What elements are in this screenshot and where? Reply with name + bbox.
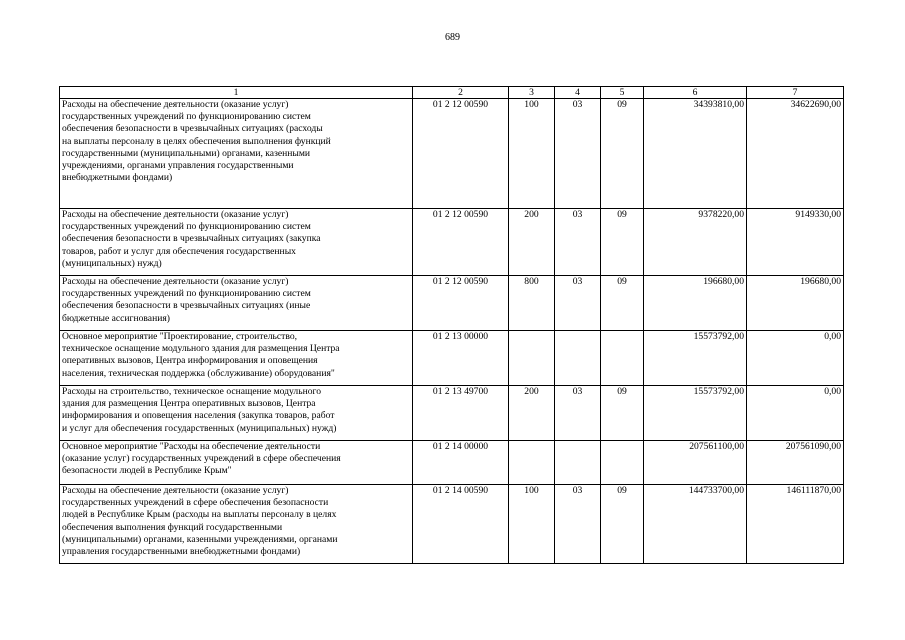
row-amount-year-1: 9378220,00 [698,209,744,220]
row-section: 03 [572,386,583,397]
row-subsection: 09 [617,386,627,397]
row-section: 03 [572,99,583,110]
column-header: 7 [747,87,844,99]
row-amount-year-1: 15573792,00 [693,331,744,342]
row-description: Основное мероприятие "Расходы на обеспечение деятельности (оказание услуг) государственных учреждений в сфере обеспечения безопасности людей в Республике Крым" [62,441,341,477]
row-code: 01 2 14 00590 [432,485,489,496]
row-subsection: 09 [617,99,627,110]
row-section: 03 [572,209,583,220]
row-expense-type: 200 [524,386,539,397]
row-amount-year-1: 34393810,00 [693,99,744,110]
row-amount-year-2: 146111870,00 [786,485,841,496]
row-description: Расходы на обеспечение деятельности (оказание услуг) государственных учреждений по функционированию систем обеспечения безопасности в чрезвычайных ситуациях (закупка товаров, работ и услуг для обеспечения государственных (муниципальных) нужд) [62,209,321,269]
row-description: Расходы на обеспечение деятельности (оказание услуг) государственных учреждений в сфере обеспечения безопасности людей в Республике Крым (расходы на выплаты персоналу в целях обеспечения выполнения функций государственными (муниципальными) органами, казенными учреждениями, органами управления государственными внебюджетными фондами) [62,485,338,558]
row-amount-year-2: 207561090,00 [785,441,841,452]
page-number: 689 [445,32,460,43]
row-code: 01 2 12 00590 [432,276,489,287]
table-row [60,99,844,209]
column-header: 4 [555,87,601,99]
column-header: 6 [644,87,747,99]
row-amount-year-2: 34622690,00 [790,99,841,110]
row-expense-type: 100 [524,99,539,110]
table-row [60,485,844,564]
row-amount-year-1: 196680,00 [703,276,744,287]
row-subsection: 09 [617,209,627,220]
column-header: 3 [509,87,555,99]
row-expense-type: 800 [524,276,539,287]
row-code: 01 2 13 49700 [432,386,489,397]
row-code: 01 2 12 00590 [432,99,489,110]
table-row [60,209,844,276]
row-amount-year-1: 15573792,00 [693,386,744,397]
row-code: 01 2 13 00000 [432,331,489,342]
table-row [60,276,844,331]
row-section: 03 [572,485,583,496]
row-amount-year-1: 207561100,00 [689,441,744,452]
column-header: 1 [60,87,413,99]
row-section: 03 [572,276,583,287]
column-header: 5 [601,87,644,99]
table-row [60,386,844,441]
row-description: Расходы на обеспечение деятельности (оказание услуг) государственных учреждений по функционированию систем обеспечения безопасности в чрезвычайных ситуациях (расходы на выплаты персоналу в целях обеспечения выполнения функций государственными (муниципальными) органами, казенными учреждениями, органами управления государственными внебюджетными фондами) [62,99,331,184]
table-row [60,331,844,386]
row-subsection: 09 [617,485,627,496]
row-amount-year-1: 144733700,00 [688,485,744,496]
row-expense-type: 200 [524,209,539,220]
row-description: Расходы на обеспечение деятельности (оказание услуг) государственных учреждений по функционированию систем обеспечения безопасности в чрезвычайных ситуациях (иные бюджетные ассигнования) [62,276,311,324]
row-expense-type: 100 [524,485,539,496]
row-amount-year-2: 196680,00 [800,276,841,287]
row-subsection: 09 [617,276,627,287]
row-amount-year-2: 0,00 [824,331,841,342]
row-code: 01 2 12 00590 [432,209,489,220]
row-amount-year-2: 9149330,00 [795,209,841,220]
row-description: Основное мероприятие "Проектирование, строительство, техническое оснащение модульного здания для размещения Центра оперативных вызовов, Центра информирования и оповещения населения, техническая поддержка (обслуживание) оборудования" [62,331,340,379]
table-row [60,441,844,485]
row-amount-year-2: 0,00 [824,386,841,397]
table-header-row [60,87,844,99]
budget-table [59,86,844,564]
row-description: Расходы на строительство, техническое оснащение модульного здания для размещения Центра оперативных вызовов, Центра информирования и оповещения населения (закупка товаров, работ и услуг для обеспечения государственных (муниципальных) нужд) [62,386,337,434]
row-code: 01 2 14 00000 [432,441,489,452]
column-header: 2 [413,87,509,99]
